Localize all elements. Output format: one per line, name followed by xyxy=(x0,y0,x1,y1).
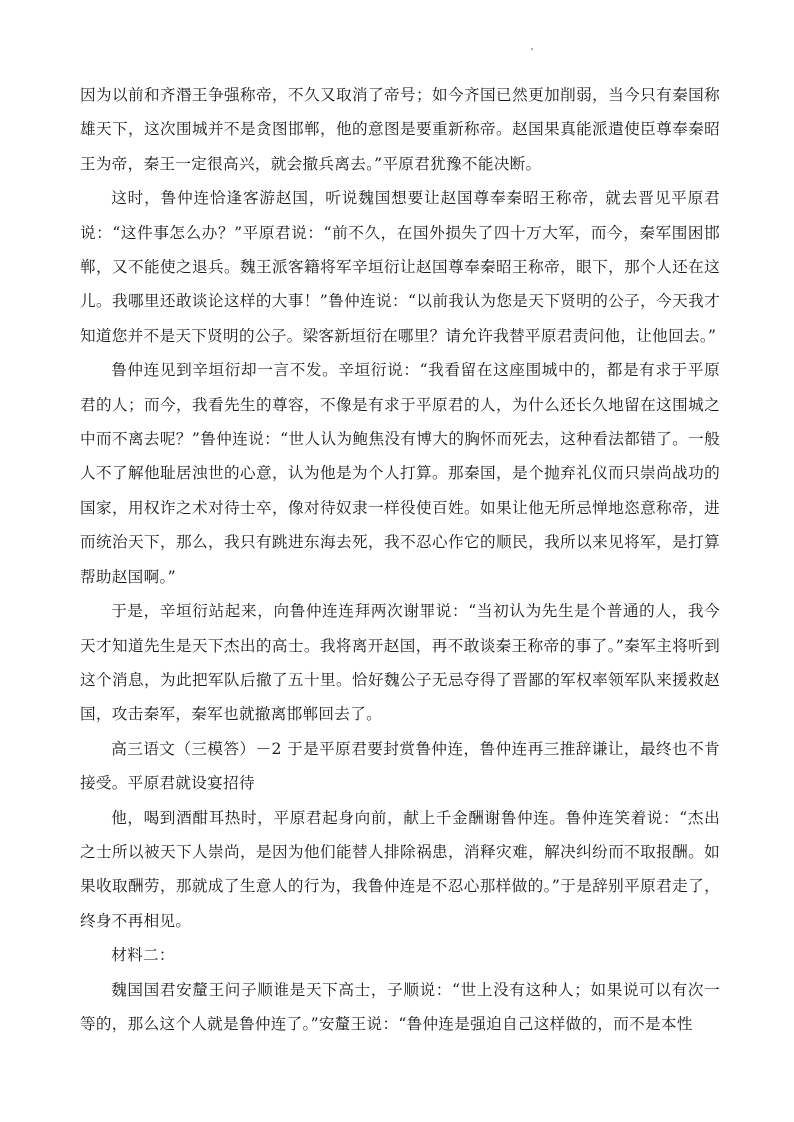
section-label-material-2: 材料二： xyxy=(111,946,175,965)
paragraph-3: 鲁仲连见到辛垣衍却一言不发。辛垣衍说：“我看留在这座围城中的，都是有求于平原君的人；而今，我看先生的尊容，不像是有求于平原君的人，为什么还长久地留在这围城之中而不离去呢？”鲁仲连说：“世人认为鲍焦没有博大的胸怀而死去，这种看法都错了。一般人不了解他耻居浊世的心意，认为他是为个人打算。那秦国，是个抛弃礼仪而只崇尚战功的国家，用权诈之术对待士卒，像对待奴隶一样役使百姓。如果让他无所忌惮地恣意称帝，进而统治天下，那么，我只有跳进东海去死，我不忍心作它的顺民，我所以来见将军，是打算帮助赵国啊。” xyxy=(80,361,720,586)
paragraph-2: 这时，鲁仲连恰逢客游赵国，听说魏国想要让赵国尊奉秦昭王称帝，就去晋见平原君说：“这件事怎么办？”平原君说：“前不久，在国外损失了四十万大军，而今，秦军围困邯郸，又不能使之退兵。魏王派客籍将军辛垣衍让赵国尊奉秦昭王称帝，眼下，那个人还在这儿。我哪里还敢谈论这样的大事！”鲁仲连说：“以前我认为您是天下贤明的公子，今天我才知道您并不是天下贤明的公子。梁客新垣衍在哪里？请允许我替平原君责问他，让他回去。” xyxy=(80,189,720,345)
paragraph-5-page-footer: 高三语文（三模答）－2 于是平原君要封赏鲁仲连，鲁仲连再三推辞谦让，最终也不肯接受。平原君就设宴招待 xyxy=(80,739,720,793)
paragraph-1: 因为以前和齐湣王争强称帝，不久又取消了帝号；如今齐国已然更加削弱，当今只有秦国称雄天下，这次围城并不是贪图邯郸，他的意图是要重新称帝。赵国果真能派遣使臣尊奉秦昭王为帝，秦王一定很高兴，就会撤兵离去。”平原君犹豫不能决断。 xyxy=(80,86,720,173)
body-text xyxy=(80,78,720,1041)
paragraph-8: 魏国国君安釐王问子顺谁是天下高士，子顺说：“世上没有这种人；如果说可以有次一等的，那么这个人就是鲁仲连了。”安釐王说：“鲁仲连是强迫自己这样做的，而不是本性 xyxy=(80,980,720,1033)
paragraph-4: 于是，辛垣衍站起来，向鲁仲连连拜两次谢罪说：“当初认为先生是个普通的人，我今天才知道先生是天下杰出的高士。我将离开赵国，再不敢谈秦王称帝的事了。”秦军主将听到这个消息，为此把军队后撤了五十里。恰好魏公子无忌夺得了晋鄙的军权率领军队来援救赵国，攻击秦军，秦军也就撤离邯郸回去了。 xyxy=(80,602,720,724)
paragraph-6: 他，喝到酒酣耳热时，平原君起身向前，献上千金酬谢鲁仲连。鲁仲连笑着说：“杰出之士所以被天下人崇尚，是因为他们能替人排除祸患，消释灾难，解决纠纷而不取报酬。如果收取酬劳，那就成了生意人的行为，我鲁仲连是不忍心那样做的。”于是辞别平原君走了，终身不再相见。 xyxy=(80,808,720,930)
scan-speck xyxy=(531,48,533,50)
